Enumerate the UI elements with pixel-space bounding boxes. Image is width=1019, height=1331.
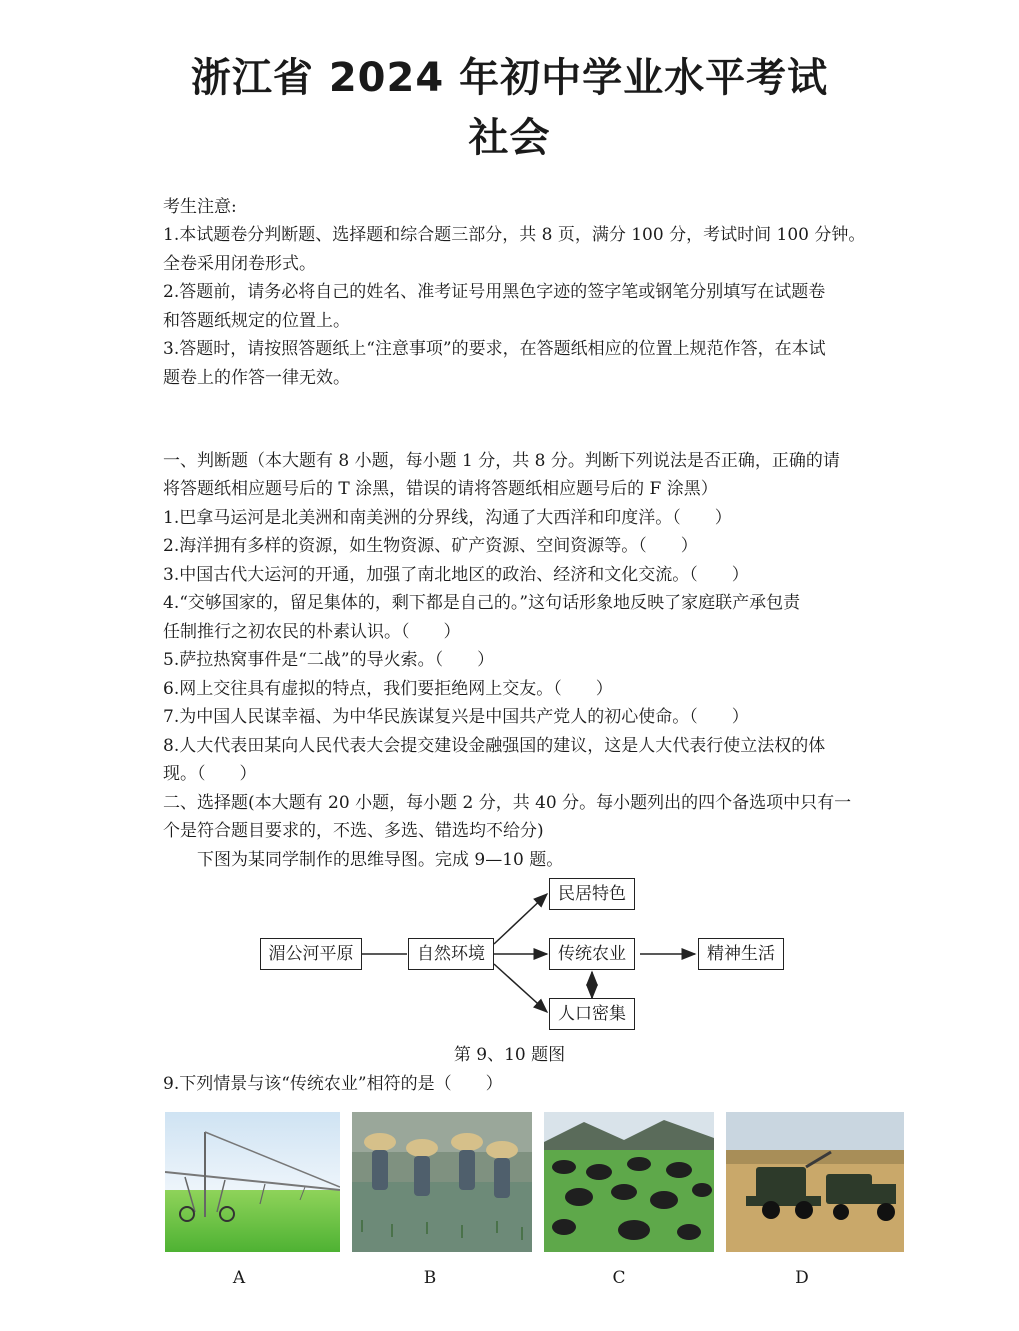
option-b-label: B [423,1268,437,1288]
section1-line: 将答题纸相应题号后的 T 涂黑，错误的请将答题纸相应题号后的 F 涂黑） [163,479,718,499]
node-spiritual-life: 精神生活 [698,938,784,970]
node-natural-environment: 自然环境 [408,938,494,970]
option-c-image [544,1112,714,1252]
option-d-label: D [795,1268,809,1288]
judge-item-4: 4.“交够国家的，留足集体的，剩下都是自己的。”这句话形象地反映了家庭联产承包责 [163,593,801,613]
exam-subject: 社会 [468,115,551,161]
mindmap-caption: 第 9、10 题图 [453,1045,566,1065]
option-c-label: C [612,1268,626,1288]
notice-line: 和答题纸规定的位置上。 [163,311,350,331]
option-b-image [352,1112,532,1252]
judge-item-4-cont: 任制推行之初农民的朴素认识。（ ） [163,622,461,642]
notice-line: 题卷上的作答一律无效。 [163,368,350,388]
option-d-image [726,1112,904,1252]
option-a-label: A [232,1268,246,1288]
notice-heading: 考生注意: [163,197,237,217]
judge-item-2: 2.海洋拥有多样的资源，如生物资源、矿产资源、空间资源等。（ ） [163,536,698,556]
node-population: 人口密集 [549,998,635,1030]
judge-item-5: 5.萨拉热窝事件是“二战”的导火索。（ ） [163,650,495,670]
judge-item-7: 7.为中国人民谋幸福、为中华民族谋复兴是中国共产党人的初心使命。（ ） [163,707,749,727]
judge-item-6: 6.网上交往具有虚拟的特点，我们要拒绝网上交友。（ ） [163,679,613,699]
exam-title: 浙江省 2024 年初中学业水平考试 [190,55,829,101]
judge-item-8-cont: 现。（ ） [163,764,257,784]
question-9-stem: 9.下列情景与该“传统农业”相符的是（ ） [163,1074,503,1094]
notice-line: 2.答题前，请务必将自己的姓名、准考证号用黑色字迹的签字笔或钢笔分别填写在试题卷 [163,282,826,302]
section1-line: 一、判断题（本大题有 8 小题，每小题 1 分，共 8 分。判断下列说法是否正确，正确的请 [163,451,840,471]
notice-line: 1.本试题卷分判断题、选择题和综合题三部分，共 8 页，满分 100 分，考试时间 100 分钟。 [163,225,866,245]
judge-item-3: 3.中国古代大运河的开通，加强了南北地区的政治、经济和文化交流。（ ） [163,565,749,585]
node-housing: 民居特色 [549,878,635,910]
section2-intro: 下图为某同学制作的思维导图。完成 9—10 题。 [163,850,564,870]
option-a-image [165,1112,340,1252]
notice-line: 全卷采用闭卷形式。 [163,254,316,274]
judge-item-8: 8.人大代表田某向人民代表大会提交建设金融强国的建议，这是人大代表行使立法权的体 [163,736,826,756]
node-mekong-plain: 湄公河平原 [260,938,362,970]
node-agriculture: 传统农业 [549,938,635,970]
section2-line: 个是符合题目要求的，不选、多选、错选均不给分) [163,821,544,841]
section2-line: 二、选择题(本大题有 20 小题，每小题 2 分，共 40 分。每小题列出的四个备选项中只有一 [163,793,852,813]
judge-item-1: 1.巴拿马运河是北美洲和南美洲的分界线，沟通了大西洋和印度洋。（ ） [163,508,732,528]
notice-line: 3.答题时，请按照答题纸上“注意事项”的要求，在答题纸相应的位置上规范作答，在本试 [163,339,826,359]
